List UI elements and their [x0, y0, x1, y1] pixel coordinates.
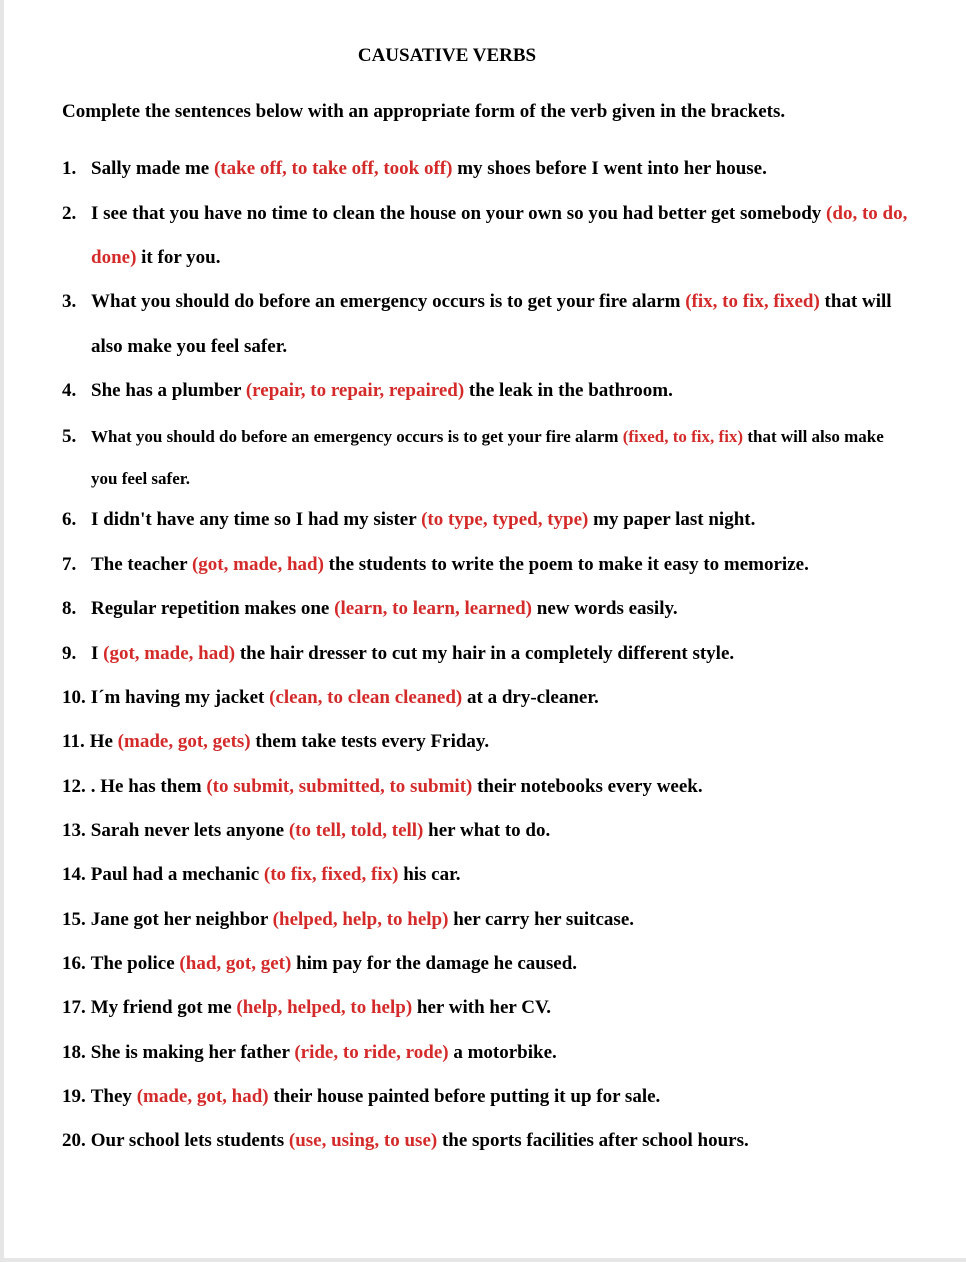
item-number: 14. — [62, 864, 86, 885]
verb-options: (got, made, had) — [103, 643, 236, 664]
exercise-item-19 — [62, 1086, 660, 1108]
sentence-start: The police — [90, 953, 180, 974]
exercise-item-11 — [62, 731, 489, 753]
exercise-item-5-continuation — [91, 469, 190, 489]
exercise-item-9 — [62, 643, 734, 665]
sentence-end: their notebooks every week. — [472, 776, 703, 797]
sentence-end: my shoes before I went into her house. — [452, 158, 767, 179]
exercise-item-4 — [62, 380, 673, 402]
sentence-end: their house painted before putting it up for sale. — [268, 1086, 661, 1107]
item-number: 12. — [62, 776, 86, 797]
sentence-start: I didn't have any time so I had my sister — [91, 509, 422, 530]
sentence-end: the students to write the poem to make it easy to memorize. — [323, 554, 809, 575]
page-title: CAUSATIVE VERBS — [357, 45, 537, 66]
exercise-item-7 — [62, 554, 809, 576]
sentence-start: Regular repetition makes one — [91, 598, 335, 619]
sentence-start: She is making her father — [90, 1042, 295, 1063]
verb-options: (do, to do, — [826, 203, 908, 224]
verb-options: (made, got, gets) — [117, 731, 251, 752]
sentence-end: the sports facilities after school hours. — [437, 1130, 749, 1151]
verb-options: (fixed, to fix, fix) — [622, 427, 744, 446]
sentence-end: a motorbike. — [448, 1042, 557, 1063]
verb-options: (learn, to learn, learned) — [334, 598, 532, 619]
exercise-item-13 — [62, 820, 550, 842]
sentence-start: I — [91, 643, 104, 664]
sentence-end: her carry her suitcase. — [448, 909, 635, 930]
sentence-start: Jane got her neighbor — [90, 909, 273, 930]
sentence-end: my paper last night. — [588, 509, 756, 530]
sentence-end: that will also make — [743, 427, 884, 446]
item-number: 8. — [62, 598, 77, 619]
sentence-start: They — [90, 1086, 137, 1107]
verb-options: (to submit, submitted, to submit) — [206, 776, 473, 797]
sentence-end-cont: you feel safer. — [91, 469, 190, 488]
sentence-end-cont: also make you feel safer. — [91, 336, 288, 357]
exercise-item-18 — [62, 1042, 557, 1064]
verb-options: (to tell, told, tell) — [288, 820, 424, 841]
verb-options: (to fix, fixed, fix) — [263, 864, 399, 885]
exercise-item-20 — [62, 1130, 749, 1152]
worksheet-page — [4, 0, 966, 1258]
item-number: 4. — [62, 380, 77, 401]
sentence-end: new words easily. — [532, 598, 678, 619]
exercise-item-12 — [62, 776, 703, 798]
sentence-start: Sally made me — [91, 158, 214, 179]
item-number: 19. — [62, 1086, 86, 1107]
exercise-item-17 — [62, 997, 551, 1019]
exercise-item-10 — [62, 687, 599, 709]
sentence-start: The teacher — [91, 554, 192, 575]
exercise-item-1 — [62, 158, 767, 180]
verb-options: (fix, to fix, fixed) — [685, 291, 820, 312]
verb-options: (made, got, had) — [136, 1086, 269, 1107]
sentence-start: What you should do before an emergency occurs is to get your fire alarm — [91, 427, 623, 446]
exercise-item-15 — [62, 909, 634, 931]
sentence-start: . He has them — [90, 776, 207, 797]
verb-options: (to type, typed, type) — [421, 509, 589, 530]
sentence-end: his car. — [398, 864, 461, 885]
verb-options: (take off, to take off, took off) — [213, 158, 453, 179]
exercise-item-16 — [62, 953, 577, 975]
item-number: 13. — [62, 820, 86, 841]
sentence-end: the leak in the bathroom. — [464, 380, 673, 401]
item-number: 3. — [62, 291, 77, 312]
sentence-start: Sarah never lets anyone — [90, 820, 289, 841]
sentence-start: She has a plumber — [91, 380, 246, 401]
sentence-end: her what to do. — [423, 820, 551, 841]
verb-options-cont: done) — [91, 247, 137, 268]
item-number: 9. — [62, 643, 77, 664]
exercise-item-3 — [62, 291, 892, 313]
sentence-start: Our school lets students — [90, 1130, 289, 1151]
verb-options: (ride, to ride, rode) — [294, 1042, 449, 1063]
exercise-item-6 — [62, 509, 755, 531]
sentence-end: at a dry-cleaner. — [462, 687, 599, 708]
sentence-end: that will — [819, 291, 892, 312]
item-number: 1. — [62, 158, 77, 179]
verb-options: (use, using, to use) — [288, 1130, 438, 1151]
instructions: Complete the sentences below with an appropriate form of the verb given in the brackets. — [62, 101, 786, 122]
item-number: 11. — [62, 731, 85, 752]
sentence-end: the hair dresser to cut my hair in a completely different style. — [235, 643, 735, 664]
item-number: 15. — [62, 909, 86, 930]
item-number: 10. — [62, 687, 86, 708]
sentence-start: I see that you have no time to clean the house on your own so you had better get somebody — [91, 203, 827, 224]
item-number: 17. — [62, 997, 86, 1018]
verb-options: (repair, to repair, repaired) — [245, 380, 465, 401]
sentence-start: What you should do before an emergency occurs is to get your fire alarm — [91, 291, 686, 312]
sentence-start: I´m having my jacket — [90, 687, 270, 708]
item-number: 18. — [62, 1042, 86, 1063]
sentence-start: Paul had a mechanic — [90, 864, 264, 885]
exercise-item-5 — [62, 426, 884, 448]
item-number: 7. — [62, 554, 77, 575]
sentence-start: He — [89, 731, 118, 752]
sentence-end: them take tests every Friday. — [250, 731, 490, 752]
exercise-item-2-continuation — [91, 247, 221, 269]
verb-options: (had, got, get) — [179, 953, 292, 974]
exercise-item-3-continuation — [91, 336, 287, 358]
item-number: 6. — [62, 509, 77, 530]
exercise-item-14 — [62, 864, 461, 886]
sentence-end: him pay for the damage he caused. — [291, 953, 578, 974]
item-number: 2. — [62, 203, 77, 224]
verb-options: (got, made, had) — [191, 554, 324, 575]
exercise-item-8 — [62, 598, 678, 620]
item-number: 5. — [62, 426, 77, 447]
verb-options: (clean, to clean cleaned) — [269, 687, 463, 708]
sentence-end: her with her CV. — [412, 997, 551, 1018]
sentence-start: My friend got me — [90, 997, 237, 1018]
item-number: 20. — [62, 1130, 86, 1151]
item-number: 16. — [62, 953, 86, 974]
exercise-item-2 — [62, 203, 907, 225]
verb-options: (help, helped, to help) — [236, 997, 413, 1018]
verb-options: (helped, help, to help) — [272, 909, 449, 930]
sentence-end: it for you. — [136, 247, 221, 268]
